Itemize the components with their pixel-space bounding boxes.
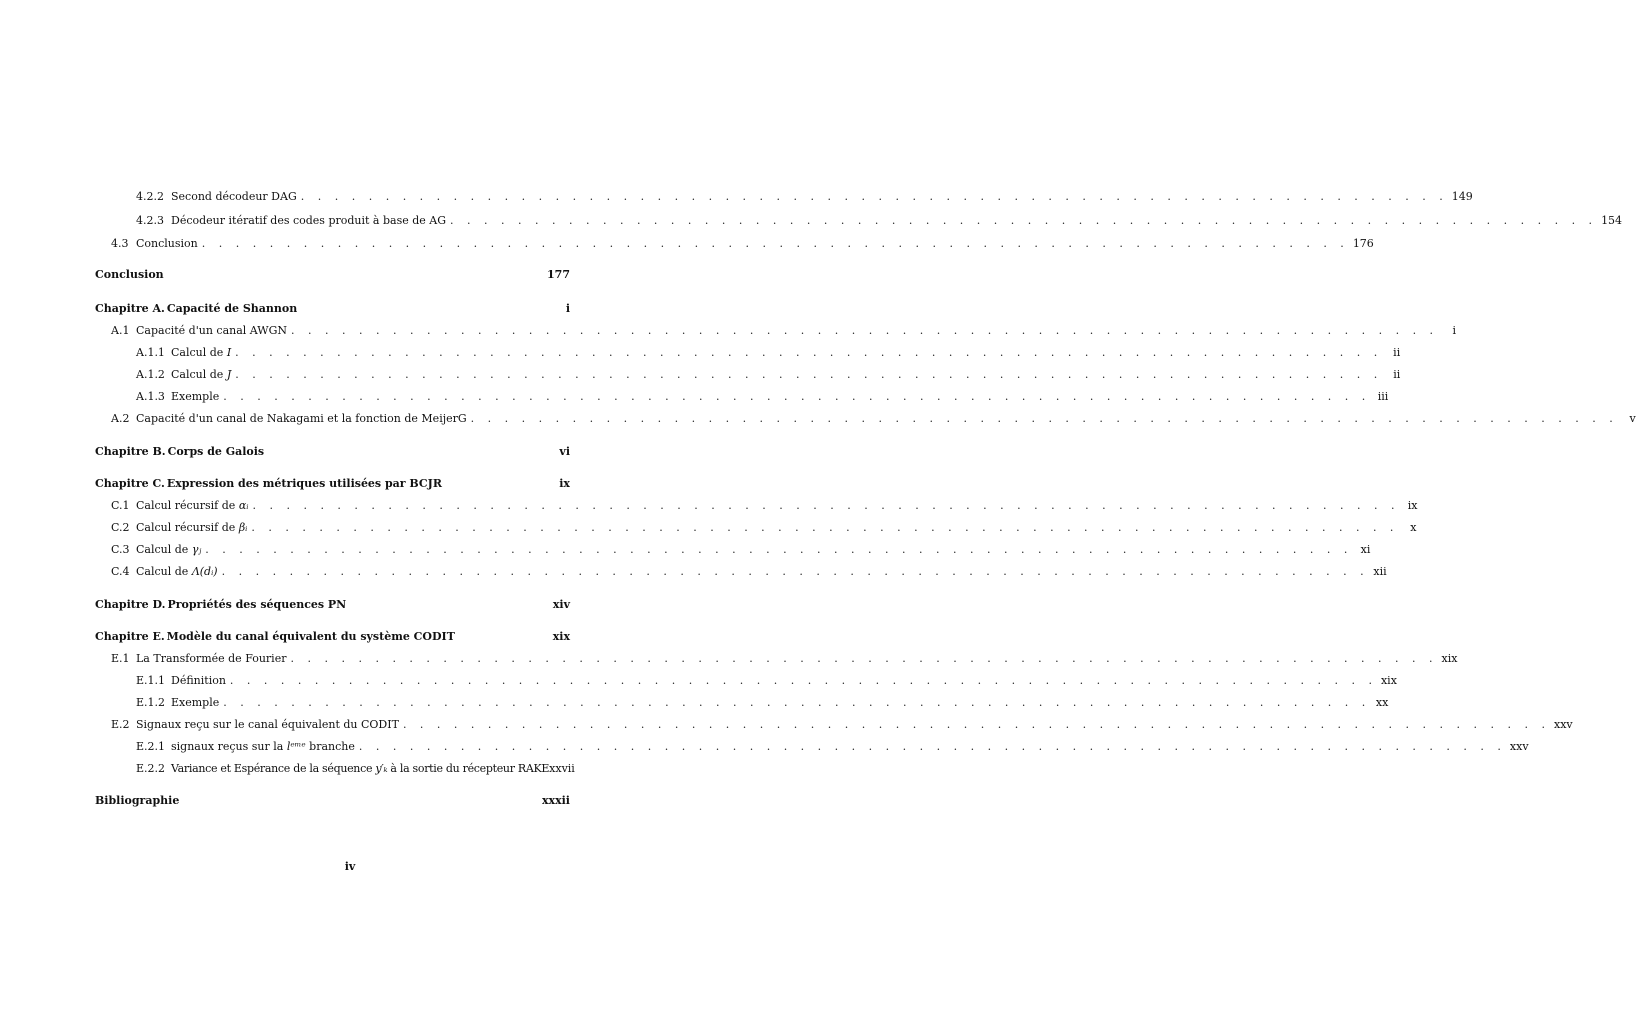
toc-entry-page: ix (559, 477, 570, 490)
toc-entry-page: 176 (1352, 237, 1374, 250)
leader-dots (205, 543, 1352, 557)
toc-entry-title: Signaux reçu sur le canal équivalent du CODIT (136, 718, 399, 731)
math-symbol: I (226, 346, 232, 359)
toc-entry-number: A.1.3 (136, 390, 165, 403)
toc-chapter-title: Modèle du canal équivalent du système CODIT (166, 630, 455, 643)
title-text: Calcul de (136, 565, 189, 578)
toc-chapter-title: Expression des métriques utilisées par BCJR (166, 477, 443, 490)
math-symbol: γⱼ (191, 543, 202, 556)
toc-entry-page: xix (1380, 674, 1397, 687)
toc-entry-title: Second décodeur DAG (171, 190, 297, 203)
title-text: Calcul de (171, 368, 224, 381)
toc-entry-page: xiv (552, 598, 570, 611)
leader-dots (471, 412, 1618, 426)
toc-entry-e-1[interactable] (95, 652, 1458, 666)
math-symbol: βᵢ (238, 521, 248, 534)
toc-entry-page: iii (1377, 390, 1389, 403)
toc-entry-c-3[interactable] (95, 543, 1371, 557)
toc-entry-c-4[interactable] (95, 565, 1387, 579)
title-text-after: branche (309, 740, 355, 753)
toc-entry-title: Définition (171, 674, 226, 687)
toc-entry-a-2[interactable] (95, 412, 1636, 426)
page-number: iv (344, 860, 356, 873)
toc-chapter-prefix: Chapitre C. (95, 477, 165, 490)
toc-entry-page: xxxii (541, 794, 570, 807)
toc-entry-a-1[interactable] (95, 324, 1457, 338)
leader-dots (252, 499, 1399, 513)
toc-entry-number: E.2.2 (136, 762, 166, 775)
toc-entry-page: xx (1375, 696, 1389, 709)
toc-entry-number: E.2.1 (136, 740, 166, 753)
toc-entry-number: E.1.2 (136, 696, 166, 709)
toc-entry-number: A.1 (111, 324, 130, 337)
toc-entry-number: 4.2.3 (136, 214, 164, 227)
title-text: Calcul de (171, 346, 224, 359)
toc-chapter-b[interactable] (95, 445, 570, 459)
toc-entry-page: xix (552, 630, 570, 643)
toc-entry-e-1-1[interactable] (95, 674, 1397, 688)
toc-chapter-prefix: Chapitre E. (95, 630, 165, 643)
toc-entry-page: 154 (1601, 214, 1623, 227)
toc-entry-number: 4.3 (111, 237, 129, 250)
toc-entry-page: v (1629, 412, 1636, 425)
toc-entry-title: La Transformée de Fourier (136, 652, 287, 665)
toc-chapter-title: Corps de Galois (167, 445, 265, 458)
toc-entry-e-2-2[interactable] (95, 762, 575, 776)
math-symbol: y′ₖ (375, 762, 388, 775)
toc-entry-number: 4.2.2 (136, 190, 164, 203)
title-text: Variance et Espérance de la séquence (171, 762, 373, 775)
title-text-after: à la sortie du récepteur RAKE (390, 762, 550, 775)
toc-entry-page: xxv (1509, 740, 1529, 753)
toc-entry-number: E.1 (111, 652, 130, 665)
toc-entry-title (171, 346, 231, 360)
toc-entry-4-2-3[interactable] (95, 214, 1623, 228)
toc-entry-title: Exemple (171, 696, 220, 709)
toc-entry-title (136, 565, 218, 579)
toc-entry-title (136, 521, 247, 535)
toc-chapter-title: Bibliographie (95, 794, 180, 807)
toc-entry-number: C.3 (111, 543, 130, 556)
leader-dots (450, 214, 1597, 228)
toc-entry-number: C.4 (111, 565, 130, 578)
toc-entry-title: Capacité d'un canal de Nakagami et la fonction de MeijerG (136, 412, 467, 425)
toc-entry-title: Exemple (171, 390, 220, 403)
toc-entry-page: ii (1393, 368, 1401, 381)
toc-entry-number: A.2 (111, 412, 130, 425)
toc-entry-number: C.1 (111, 499, 130, 512)
toc-entry-c-2[interactable] (95, 521, 1417, 535)
toc-entry-title (171, 762, 549, 776)
leader-dots (223, 696, 1370, 710)
toc-chapter-prefix: Chapitre B. (95, 445, 166, 458)
toc-entry-page: xxvii (549, 762, 575, 775)
toc-entry-page: xi (1360, 543, 1371, 556)
leader-dots (403, 718, 1550, 732)
toc-entry-page: 177 (547, 268, 570, 281)
leader-dots (235, 346, 1382, 360)
toc-chapter-title: Capacité de Shannon (166, 302, 298, 315)
math-symbol: Λ(dᵢ) (191, 565, 218, 578)
toc-entry-title: Capacité d'un canal AWGN (136, 324, 288, 337)
toc-chapter-e[interactable] (95, 630, 570, 644)
toc-entry-e-1-2[interactable] (95, 696, 1389, 710)
toc-chapter-a[interactable] (95, 302, 570, 316)
leader-dots (251, 521, 1398, 535)
toc-entry-page: xii (1373, 565, 1387, 578)
toc-entry-4-2-2[interactable] (95, 190, 1473, 204)
title-text: signaux reçus sur la (171, 740, 284, 753)
toc-entry-e-2-1[interactable] (95, 740, 1529, 754)
toc-entry-e-2[interactable] (95, 718, 1573, 732)
toc-entry-page: i (565, 302, 570, 315)
toc-entry-number: A.1.1 (136, 346, 165, 359)
toc-entry-title: Décodeur itératif des codes produit à base de AG (171, 214, 447, 227)
toc-chapter-prefix: Chapitre A. (95, 302, 165, 315)
math-symbol: αᵢ (238, 499, 249, 512)
leader-dots (291, 324, 1438, 338)
leader-dots (301, 190, 1448, 204)
leader-dots (202, 237, 1349, 251)
toc-entry-page: x (1410, 521, 1417, 534)
math-symbol: lᵉᵐᵉ (286, 740, 306, 753)
toc-entry-page: 149 (1451, 190, 1473, 203)
leader-dots (230, 674, 1377, 688)
toc-entry-title (171, 368, 231, 382)
toc-entry-number: E.1.1 (136, 674, 166, 687)
toc-entry-a-1-3[interactable] (95, 390, 1389, 404)
toc-chapter-prefix: Chapitre D. (95, 598, 166, 611)
leader-dots (290, 652, 1437, 666)
toc-chapter-title: Conclusion (95, 268, 164, 281)
leader-dots (235, 368, 1382, 382)
toc-entry-page: ix (1407, 499, 1418, 512)
toc-entry-a-1-1[interactable] (95, 346, 1401, 360)
title-text: Calcul de (136, 543, 189, 556)
toc-entry-4-3[interactable] (95, 237, 1374, 251)
toc-entry-page: xxv (1553, 718, 1573, 731)
leader-dots (223, 390, 1370, 404)
toc-entry-page: i (1452, 324, 1457, 337)
leader-dots (359, 740, 1506, 754)
toc-entry-number: A.1.2 (136, 368, 165, 381)
title-text: Calcul récursif de (136, 521, 236, 534)
toc-entry-c-1[interactable] (95, 499, 1418, 513)
toc-chapter-conclusion[interactable] (95, 268, 570, 282)
toc-entry-title (136, 499, 248, 513)
toc-entry-title (171, 740, 355, 754)
math-symbol: J (226, 368, 232, 381)
toc-entry-number: C.2 (111, 521, 130, 534)
toc-entry-title (136, 543, 201, 557)
title-text: Calcul récursif de (136, 499, 236, 512)
toc-entry-page: vi (559, 445, 570, 458)
toc-chapter-bibliographie[interactable] (95, 794, 570, 808)
toc-entry-page: xix (1441, 652, 1458, 665)
toc-entry-a-1-2[interactable] (95, 368, 1401, 382)
toc-chapter-c[interactable] (95, 477, 570, 491)
toc-chapter-d[interactable] (95, 598, 570, 612)
leader-dots (222, 565, 1369, 579)
toc-chapter-title: Propriétés des séquences PN (167, 598, 347, 611)
toc-entry-number: E.2 (111, 718, 130, 731)
toc-entry-title: Conclusion (136, 237, 198, 250)
toc-entry-page: ii (1393, 346, 1401, 359)
